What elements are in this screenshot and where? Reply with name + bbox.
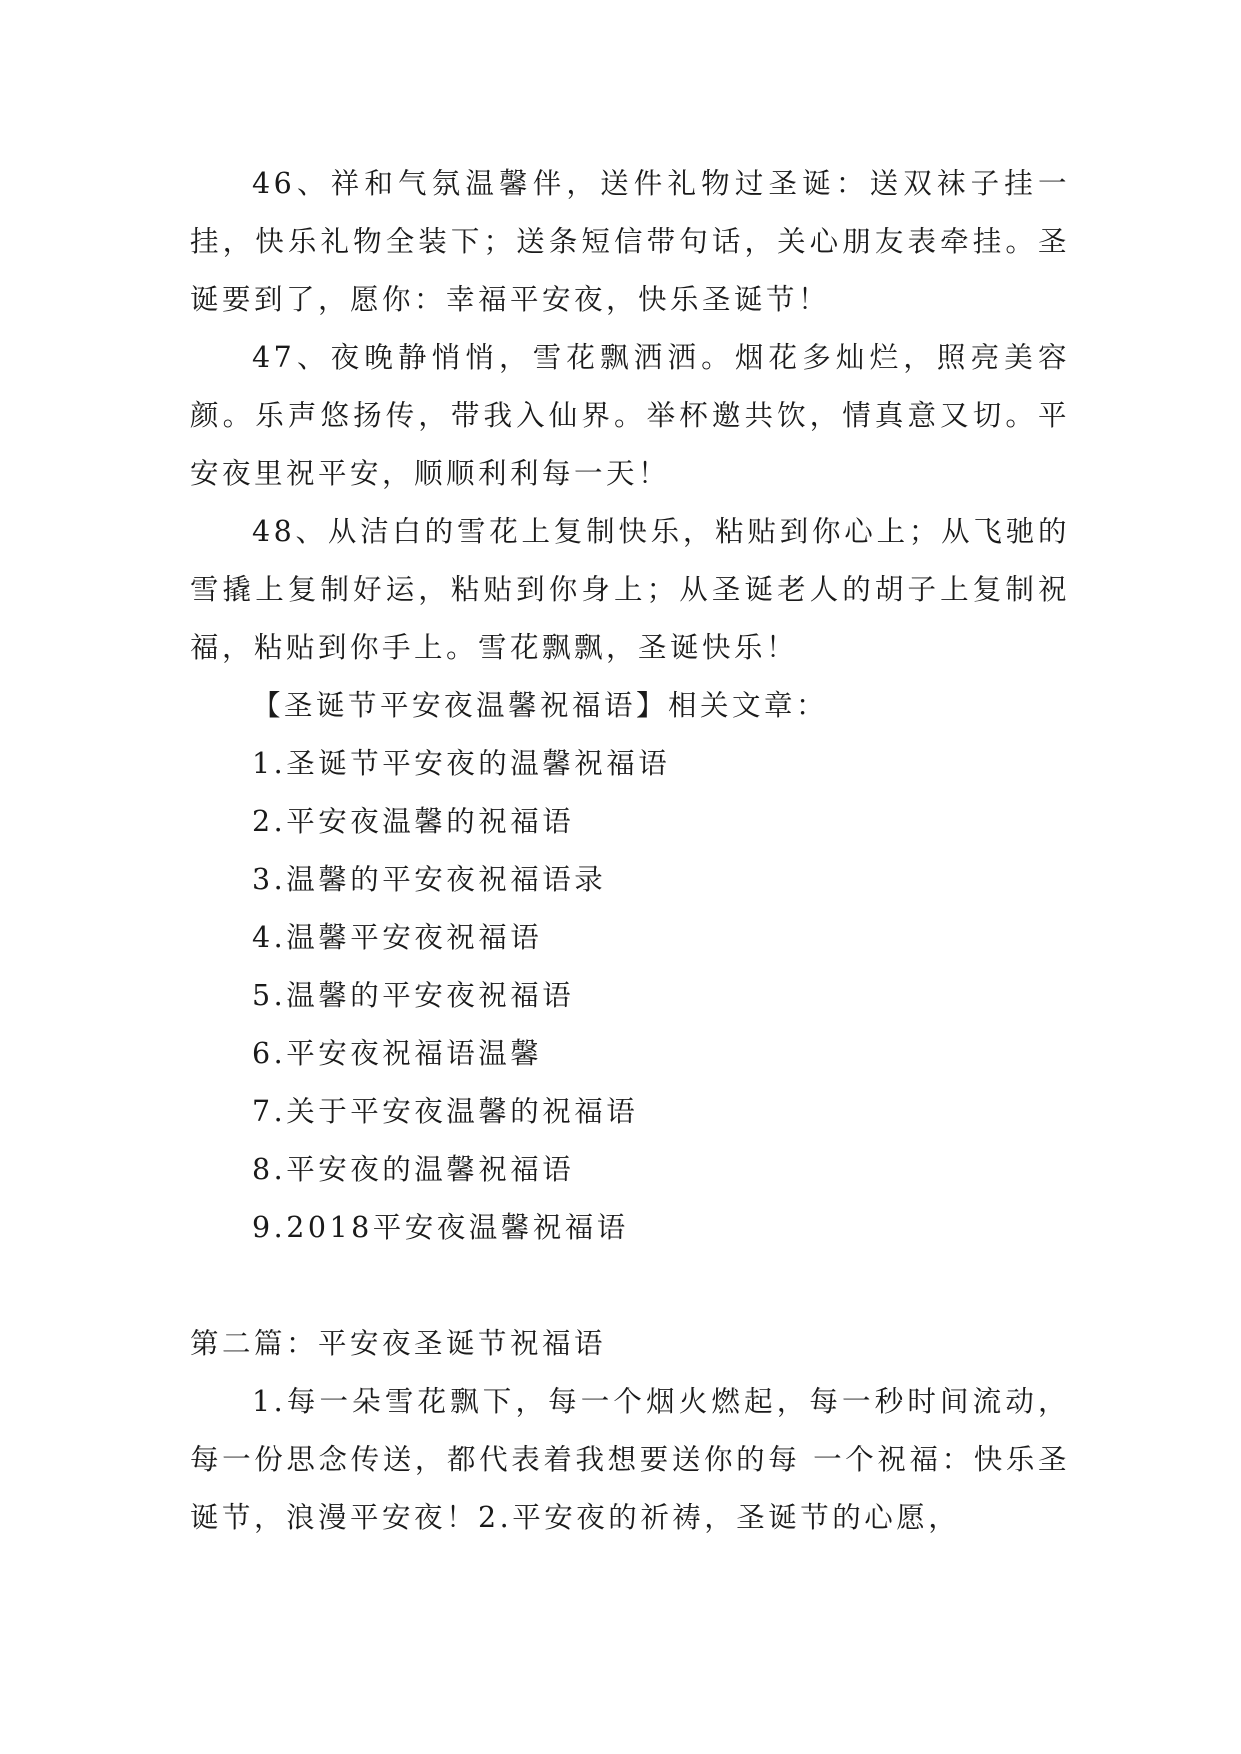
related-article-link[interactable]: 5.温馨的平安夜祝福语	[252, 979, 575, 1012]
related-article-link[interactable]: 1.圣诞节平安夜的温馨祝福语	[252, 747, 671, 780]
document-body	[190, 155, 1070, 1547]
related-article-link[interactable]: 9.2018平安夜温馨祝福语	[252, 1211, 629, 1244]
section-title: 第二篇：平安夜圣诞节祝福语	[190, 1327, 607, 1360]
related-article-link[interactable]: 8.平安夜的温馨祝福语	[252, 1153, 575, 1186]
related-articles-list	[190, 735, 1070, 1257]
related-article-link[interactable]: 4.温馨平安夜祝福语	[252, 921, 543, 954]
paragraph-47: 47、夜晚静悄悄，雪花飘洒洒。烟花多灿烂，照亮美容颜。乐声悠扬传，带我入仙界。举杯邀共饮，情真意又切。平安夜里祝平安，顺顺利利每一天！	[190, 341, 1070, 490]
related-article-link[interactable]: 7.关于平安夜温馨的祝福语	[252, 1095, 639, 1128]
paragraph-48: 48、从洁白的雪花上复制快乐，粘贴到你心上；从飞驰的雪撬上复制好运，粘贴到你身上；从圣诞老人的胡子上复制祝福，粘贴到你手上。雪花飘飘，圣诞快乐！	[190, 515, 1070, 664]
paragraph-46: 46、祥和气氛温馨伴，送件礼物过圣诞：送双袜子挂一挂，快乐礼物全装下；送条短信带句话，关心朋友表牵挂。圣诞要到了，愿你：幸福平安夜，快乐圣诞节！	[190, 167, 1070, 316]
related-articles-heading: 【圣诞节平安夜温馨祝福语】相关文章：	[252, 689, 829, 722]
related-article-link[interactable]: 6.平安夜祝福语温馨	[252, 1037, 543, 1070]
related-article-link[interactable]: 3.温馨的平安夜祝福语录	[252, 863, 607, 896]
related-article-link[interactable]: 2.平安夜温馨的祝福语	[252, 805, 575, 838]
section-paragraph: 1.每一朵雪花飘下，每一个烟火燃起，每一秒时间流动，每一份思念传送，都代表着我想要送你的每 一个祝福：快乐圣诞节，浪漫平安夜！2.平安夜的祈祷，圣诞节的心愿，	[190, 1385, 1070, 1534]
